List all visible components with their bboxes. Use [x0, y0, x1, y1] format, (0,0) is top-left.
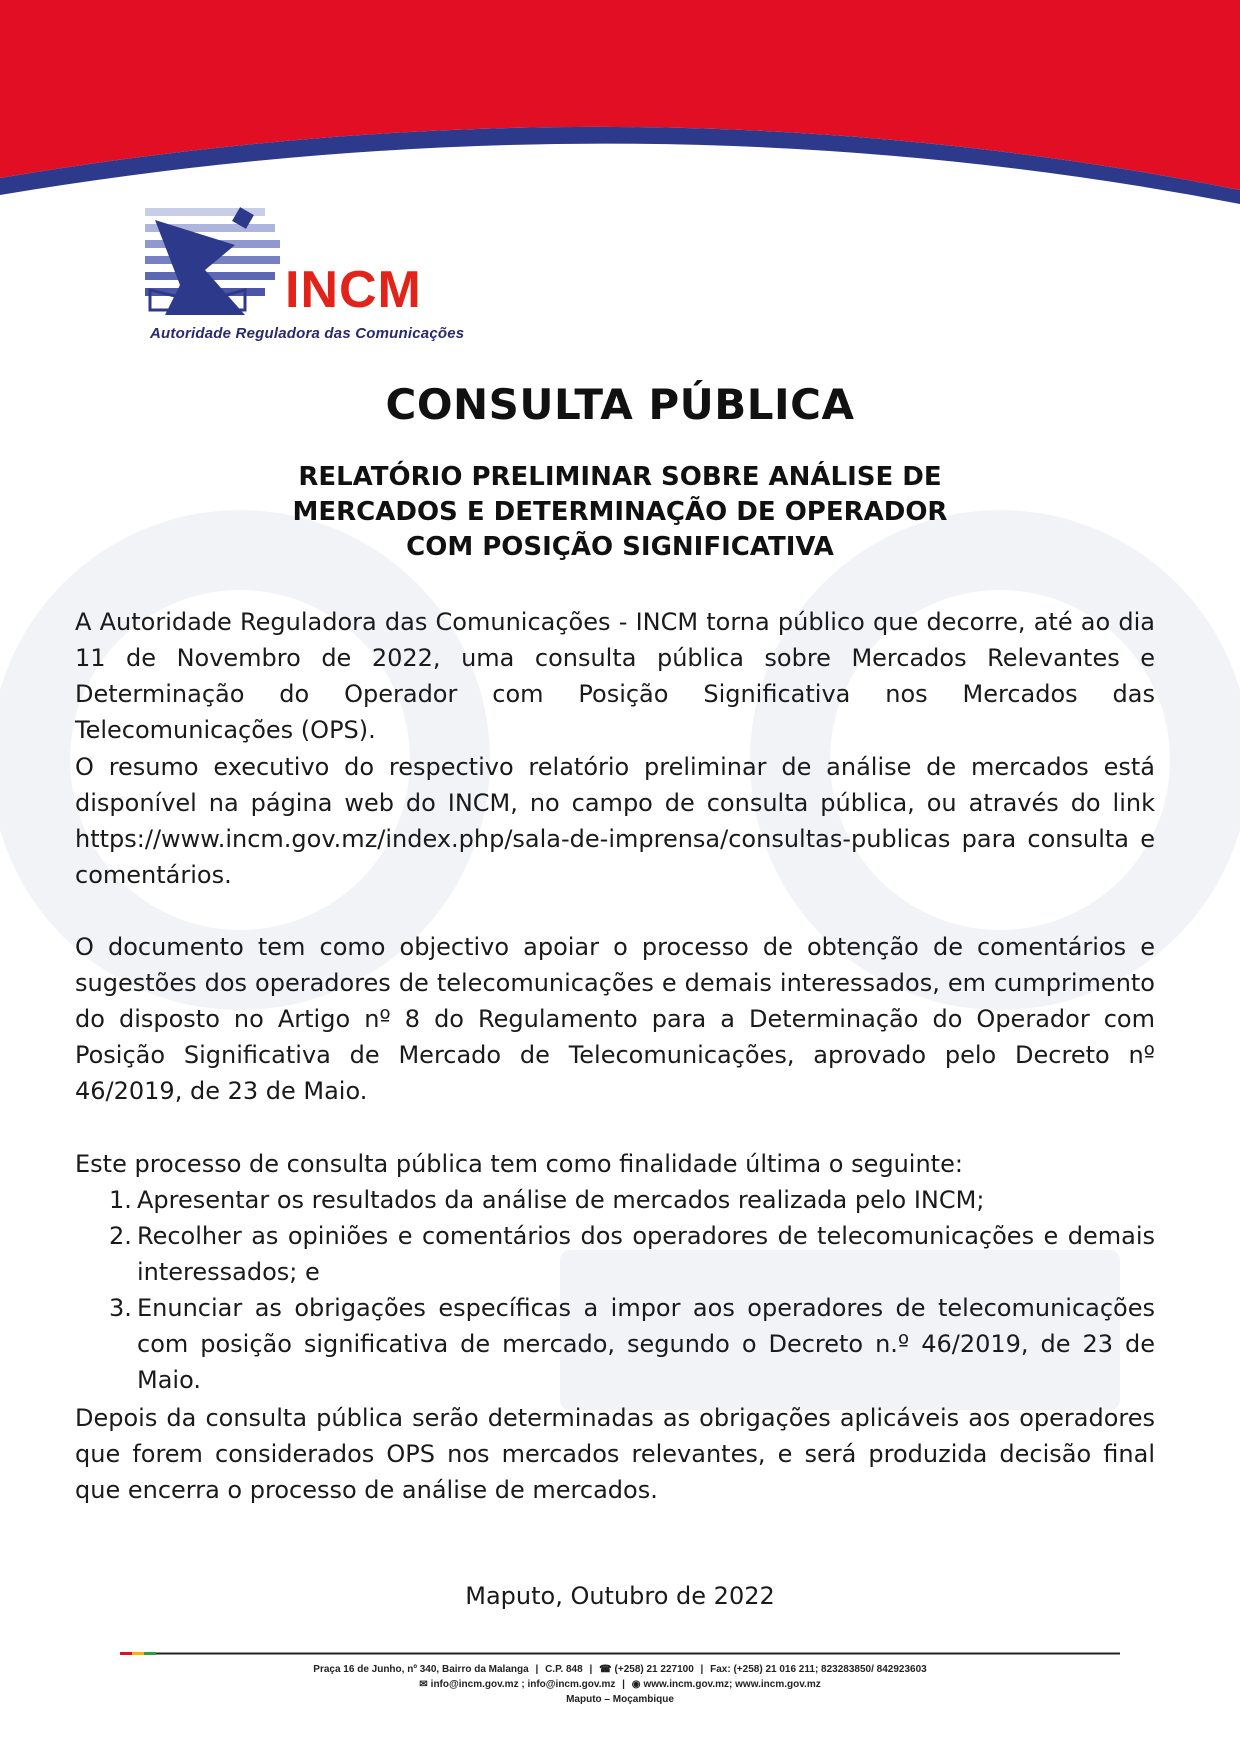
- subtitle-line: RELATÓRIO PRELIMINAR SOBRE ANÁLISE DE: [298, 462, 942, 492]
- purpose-intro: Este processo de consulta pública tem como finalidade última o seguinte:: [75, 1150, 963, 1178]
- separator: |: [535, 1664, 539, 1675]
- footer-city: Maputo – Moçambique: [566, 1694, 674, 1705]
- paragraph-link: O resumo executivo do respectivo relatório preliminar de análise de mercados está disponível na página web do INCM, no campo de consulta pública, ou através do link https://www.incm.gov.mz/index.php/sala-de-imprensa/consultas-publicas para consulta e comentários.: [75, 753, 1155, 889]
- phone-icon: ☎: [599, 1664, 612, 1675]
- list-item: [75, 1182, 1155, 1218]
- purpose-list: [75, 1182, 1155, 1398]
- list-text: Apresentar os resultados da análise de mercados realizada pelo INCM;: [137, 1186, 985, 1214]
- footer-fax: Fax: (+258) 21 016 211; 823283850/ 842923603: [710, 1664, 927, 1675]
- footer-divider: [120, 1650, 1120, 1656]
- separator: |: [622, 1679, 625, 1690]
- subtitle-line: COM POSIÇÃO SIGNIFICATIVA: [406, 532, 834, 562]
- footer-address: Praça 16 de Junho, nº 340, Bairro da Malanga: [313, 1664, 529, 1675]
- globe-icon: ◉: [631, 1679, 641, 1690]
- list-item: [75, 1290, 1155, 1398]
- envelope-icon: ✉: [419, 1679, 428, 1690]
- list-text: Recolher as opiniões e comentários dos operadores de telecomunicações e demais interessados; e: [137, 1222, 1155, 1286]
- list-number: 2.: [109, 1222, 132, 1250]
- footer-phone: (+258) 21 227100: [614, 1664, 694, 1675]
- logo-tagline: Autoridade Reguladora das Comunicações: [150, 325, 465, 342]
- separator: |: [700, 1664, 704, 1675]
- list-item: [75, 1218, 1155, 1290]
- subtitle-line: MERCADOS E DETERMINAÇÃO DE OPERADOR: [292, 497, 948, 527]
- footer-contact: [0, 1662, 1240, 1707]
- subtitle: [0, 460, 1240, 565]
- list-number: 1.: [109, 1186, 132, 1214]
- footer-emails: info@incm.gov.mz ; info@incm.gov.mz: [430, 1679, 616, 1690]
- separator: |: [589, 1664, 593, 1675]
- date-line: Maputo, Outubro de 2022: [465, 1582, 775, 1610]
- list-number: 3.: [109, 1294, 132, 1322]
- logo-wordmark: INCM: [285, 261, 422, 319]
- paragraph-announcement: A Autoridade Reguladora das Comunicações - INCM torna público que decorre, até ao dia 11 de Novembro de 2022, uma consulta pública sobre Mercados Relevantes e Determinação do Operador com Posição Significativa nos Mercados das Telecomunicações (OPS).: [75, 608, 1155, 744]
- header-band: [0, 0, 1240, 220]
- page-title: CONSULTA PÚBLICA: [385, 380, 855, 429]
- paragraph-objective: O documento tem como objectivo apoiar o processo de obtenção de comentários e sugestões dos operadores de telecomunicações e demais interessados, em cumprimento do disposto no Artigo nº 8 do Regulamento para a Determinação do Operador com Posição Significativa de Mercado de Telecomunicações, aprovado pelo Decreto nº 46/2019, de 23 de Maio.: [75, 933, 1155, 1105]
- list-text: Enunciar as obrigações específicas a impor aos operadores de telecomunicações com posição significativa de mercado, segundo o Decreto n.º 46/2019, de 23 de Maio.: [137, 1294, 1155, 1394]
- purpose-section: [75, 1146, 1155, 1398]
- paragraph-conclusion: Depois da consulta pública serão determinadas as obrigações aplicáveis aos operadores que forem considerados OPS nos mercados relevantes, e será produzida decisão final que encerra o processo de análise de mercados.: [75, 1404, 1155, 1504]
- footer-po-box: C.P. 848: [545, 1664, 583, 1675]
- footer-websites: www.incm.gov.mz; www.incm.gov.mz: [643, 1679, 821, 1690]
